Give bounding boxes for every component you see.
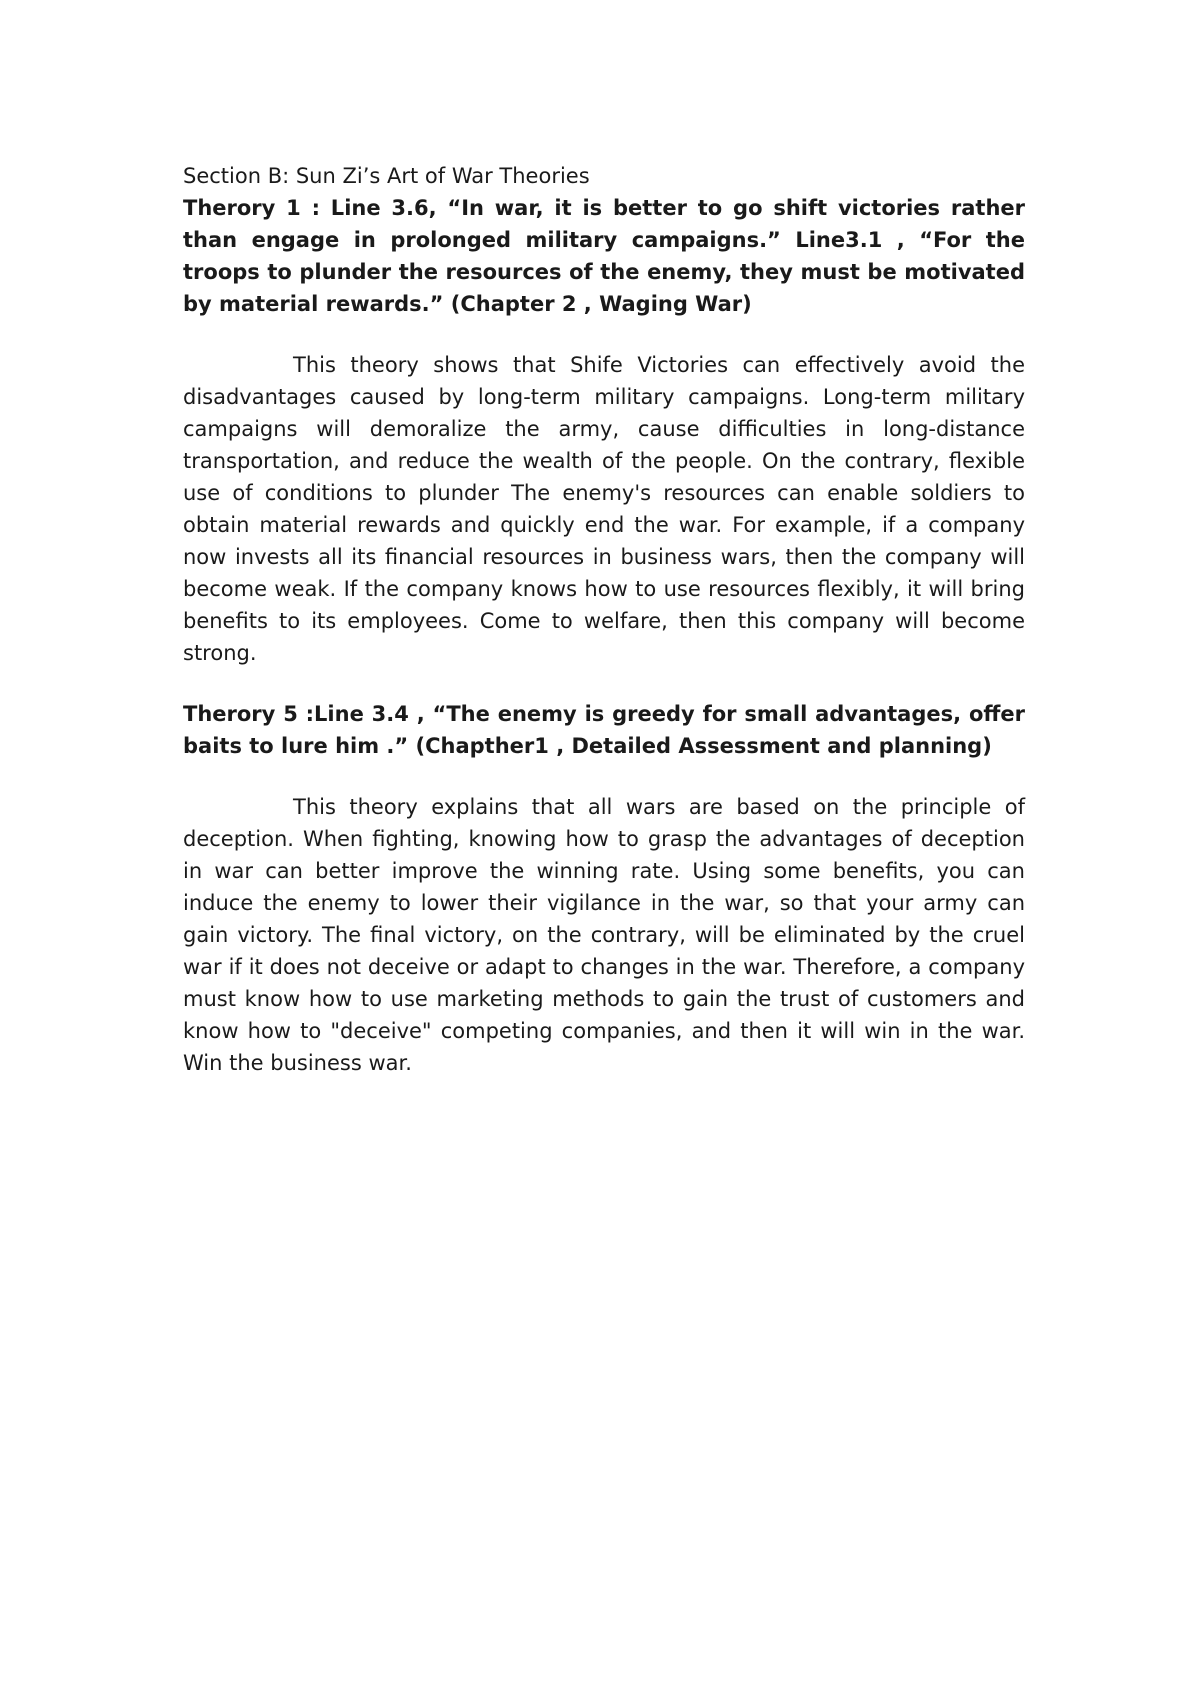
theory-1-heading: Therory 1 : Line 3.6, “In war, it is better to go shift victories rather than engage in prolonged military campaigns.” Line3.1 , “For the troops to plunder the resources of the enemy, they must be motivated by material rewards.” (Chapter 2 , Waging War) <box>183 196 1025 316</box>
theory-5-body: This theory explains that all wars are based on the principle of deception. When fighting, knowing how to grasp the advantages of deception in war can better improve the winning rate. Using some benefits, you can induce the enemy to lower their vigilance in the war, so that your army can gain victory. The final victory, on the contrary, will be eliminated by the cruel war if it does not deceive or adapt to changes in the war. Therefore, a company must know how to use marketing methods to gain the trust of customers and know how to "deceive" competing companies, and then it will win in the war. Win the business war. <box>183 795 1025 1075</box>
theory-1-body: This theory shows that Shife Victories can effectively avoid the disadvantages caused by long-term military campaigns. Long-term military campaigns will demoralize the army, cause difficulties in long-distance transportation, and reduce the wealth of the people. On the contrary, flexible use of conditions to plunder The enemy's resources can enable soldiers to obtain material rewards and quickly end the war. For example, if a company now invests all its financial resources in business wars, then the company will become weak. If the company knows how to use resources flexibly, it will bring benefits to its employees. Come to welfare, then this company will become strong. <box>183 353 1025 665</box>
spacer <box>183 320 1025 349</box>
spacer <box>183 669 1025 698</box>
spacer <box>183 762 1025 791</box>
section-title: Section B: Sun Zi’s Art of War Theories <box>183 164 590 188</box>
document-page <box>183 160 1025 1079</box>
theory-5-heading: Therory 5 :Line 3.4 , “The enemy is greedy for small advantages, offer baits to lure him .” (Chapther1 , Detailed Assessment and planning) <box>183 702 1025 758</box>
